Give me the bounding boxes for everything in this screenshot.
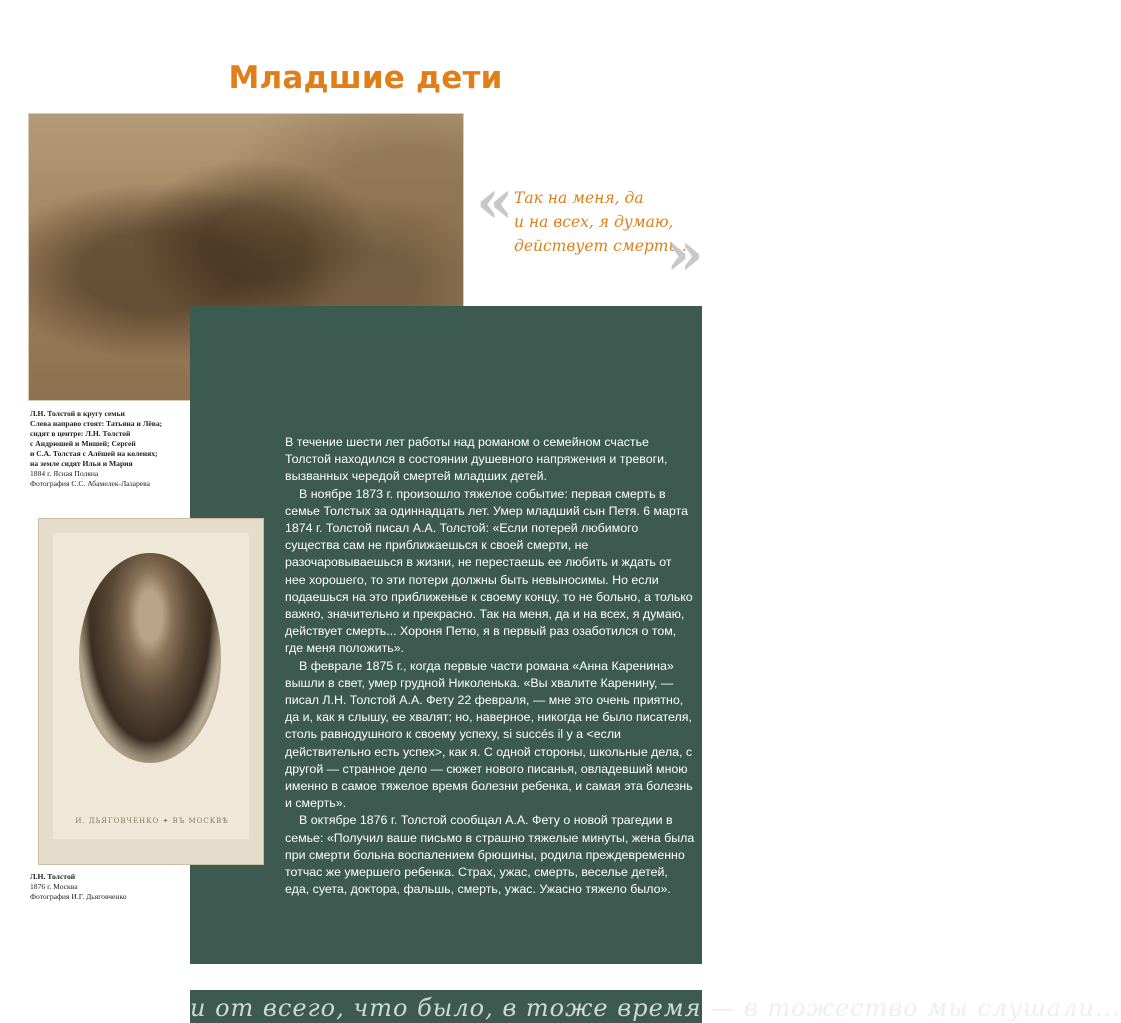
caption-line: Л.Н. Толстой в кругу семьи [30,409,125,418]
quote-line-3: действует смерть... [514,237,692,255]
main-article-text [285,434,695,898]
caption-line: Слева направо стоят: Татьяна и Лёва; [30,419,163,428]
quote-line-2: и на всех, я думаю, [514,213,674,231]
paragraph: В октябре 1876 г. Толстой сообщал А.А. Фету о новой трагедии в семье: «Получил ваше письмо в страшно тяжелые минуты, жена была при смерти больна воспалением брюшины, родила преждевременно тотчас же умершего ребенка. Страх, ужас, смерть, веселье детей, еда, суета, доктора, фальшь, смерть, ужас. Ужасно тяжело было». [285,813,695,897]
caption-line: Л.Н. Толстой [30,872,76,881]
portrait-mount [53,533,249,839]
handwriting-text: и от всего, что было, в тоже время — в тожество мы слушали... [190,994,1121,1022]
quote-line-1: Так на меня, да [514,189,644,207]
caption-line: на земле сидят Илья и Мария [30,459,133,468]
caption-line: сидят в центре: Л.Н. Толстой [30,429,131,438]
studio-imprint: И. ДЬЯГОВЧЕНКО ✦ ВЪ МОСКВѢ [75,817,229,825]
paragraph: В течение шести лет работы над романом о семейном счастье Толстой находился в состоянии душевного напряжения и тревоги, вызванных чередой смертей младших детей. [285,435,668,484]
caption-line: и С.А. Толстая с Алёшей на коленях; [30,449,158,458]
portrait-photo-card [38,518,264,865]
caption-line: 1876 г. Москва [30,882,78,891]
portrait-image [79,553,221,763]
caption-line: с Андрюшей и Мишей; Сергей [30,439,136,448]
handwriting-strip [190,990,1121,1023]
caption-line: 1884 г. Ясная Поляна [30,469,99,478]
portrait-caption [30,872,210,902]
close-quote-icon: » [666,219,704,289]
caption-line: Фотография С.С. Абамелек-Лазарева [30,479,150,488]
page-title: Младшие дети [228,60,503,96]
family-photo-caption [30,409,190,489]
quote-block [470,167,710,289]
paragraph: В ноябре 1873 г. произошло тяжелое событие: первая смерть в семье Толстых за одиннадцать лет. Умер младший сын Петя. 6 марта 1874 г. Толстой писал А.А. Толстой: «Если потерей любимого существа сам не приближаешься к своей смерти, не разочаровываешься в жизни, не перестаешь ее любить и ждать от нее хорошего, то эти потери должны быть невыносимы. Но если подаешься на это приближенье к своему концу, то не больно, а только важно, значительно и прекрасно. Так на меня, да и на всех, я думаю, действует смерть... Хороня Петю, я в первый раз озаботился о том, где меня положить». [285,486,693,656]
caption-line: Фотография И.Г. Дьяговченко [30,892,127,901]
paragraph: В феврале 1875 г., когда первые части романа «Анна Каренина» вышли в свет, умер грудной Николенька. «Вы хвалите Каренину, — писал Л.Н. Толстой А.А. Фету 22 февраля, — мне это очень приятно, да и, как я слышу, ее хвалят; но, наверное, никогда не было писателя, столь равнодушного к своему успеху, si succés il y a <если действительно есть успех>, как я. С одной стороны, школьные дела, с другой — странное дело — сюжет нового писанья, овладевший мною именно в самое тяжелое время болезни ребенка, и самая эта болезнь и смерть». [285,658,693,811]
open-quote-icon: « [476,167,514,237]
